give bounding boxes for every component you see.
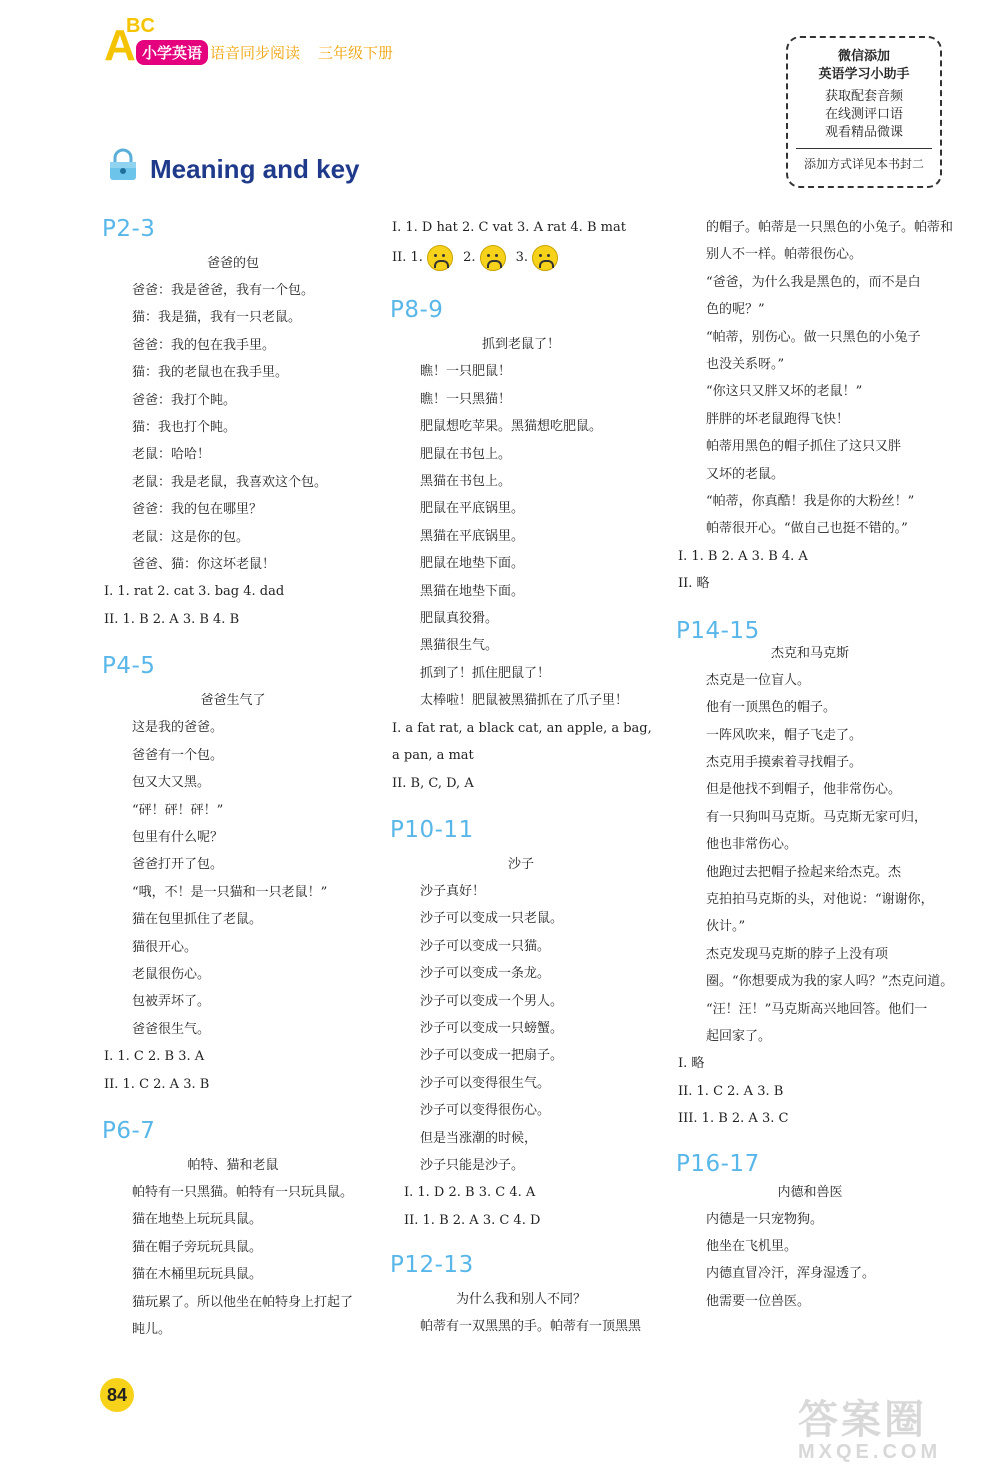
story-lines — [390, 878, 652, 1179]
page-range-label: P14-15 — [676, 617, 760, 644]
story-line: 爸爸很生气。 — [132, 1021, 211, 1037]
story-line: 也没关系呀。” — [706, 357, 785, 373]
story-line: 包被弄坏了。 — [132, 994, 211, 1010]
story-line: 沙子可以变成一条龙。 — [420, 966, 551, 982]
wechat-helper-box — [786, 36, 942, 188]
story-title: 帕特、猫和老鼠 — [187, 1157, 279, 1173]
answer-line: II. 1. B 2. A 3. C 4. D — [404, 1212, 541, 1228]
story-line: 但是他找不到帽子，他非常伤心。 — [706, 782, 902, 798]
story-lines — [676, 1206, 944, 1316]
section-p6-7 — [102, 1110, 364, 1343]
story-line: 他坐在飞机里。 — [706, 1239, 798, 1254]
page-range-label: P6-7 — [102, 1117, 156, 1144]
story-line: 黑猫在地垫下面。 — [420, 583, 525, 599]
page-number: 84 — [100, 1378, 134, 1412]
story-line: “爸爸，为什么我是黑色的，而不是白 — [706, 274, 921, 290]
story-line: 老鼠很伤心。 — [132, 966, 211, 982]
answer-line: II. 1. C 2. A 3. B — [678, 1083, 784, 1099]
page-range-label: P4-5 — [102, 653, 156, 680]
story-title: 爸爸生气了 — [200, 693, 266, 709]
section-p4-5 — [102, 645, 364, 1098]
answer-line: I. 1. B 2. A 3. B 4. A — [678, 548, 808, 564]
answer-key — [390, 715, 652, 797]
story-title: 爸爸的包 — [206, 256, 259, 271]
story-line: “哦，不！是一只猫和一只老鼠！” — [132, 884, 328, 900]
story-line: 肥鼠在地垫下面。 — [420, 556, 525, 572]
column-middle — [390, 214, 652, 1341]
story-line: 肥鼠想吃苹果。黑猫想吃肥鼠。 — [420, 419, 603, 435]
story-line: 一阵风吹来，帽子飞走了。 — [706, 727, 863, 743]
page-range-label: P8-9 — [390, 297, 444, 324]
story-lines — [102, 1179, 364, 1343]
sad-face-icon — [480, 245, 506, 271]
story-line: 猫在地垫上玩玩具鼠。 — [132, 1212, 263, 1228]
page-range-label: P16-17 — [676, 1150, 760, 1177]
answer-line: I. 略 — [678, 1056, 705, 1072]
story-line: 爸爸有一个包。 — [132, 747, 224, 763]
story-line: 瞧！一只黑猫！ — [420, 391, 512, 407]
answer-line: a pan, a mat — [392, 748, 474, 764]
page-range-label: P10-11 — [390, 816, 474, 843]
story-line: 有一只狗叫马克斯。马克斯无家可归， — [706, 809, 928, 825]
story-line: 老鼠：哈哈！ — [132, 447, 211, 463]
grade-label: 三年级下册 — [318, 44, 394, 62]
story-lines — [390, 358, 652, 714]
answer-line: II. 1. C 2. A 3. B — [104, 1076, 210, 1092]
column-right — [676, 214, 954, 1315]
story-title: 内德和兽医 — [777, 1184, 843, 1200]
story-line: “汪！汪！”马克斯高兴地回答。他们一 — [706, 1001, 928, 1017]
column-left — [102, 208, 364, 1343]
story-line: 伙计。” — [706, 919, 746, 935]
story-line: 杰克发现马克斯的脖子上没有项 — [706, 946, 889, 962]
story-line: 沙子可以变得很伤心。 — [420, 1103, 551, 1119]
story-line: 克拍拍马克斯的头，对他说：“谢谢你， — [706, 891, 934, 907]
story-line: 沙子可以变成一把扇子。 — [420, 1048, 564, 1064]
sad-face-icon — [532, 245, 558, 271]
sad-face-icon — [427, 245, 453, 271]
story-line: 胖胖的坏老鼠跑得飞快！ — [706, 411, 850, 427]
answer-key — [676, 1050, 944, 1132]
story-line: 老鼠：我是老鼠，我喜欢这个包。 — [132, 474, 328, 490]
story-lines — [102, 714, 364, 1043]
story-line: 肥鼠在平底锅里。 — [420, 501, 525, 517]
story-line: 沙子只能是沙子。 — [420, 1157, 525, 1173]
series-subtitle: 语音同步阅读 — [210, 44, 301, 62]
answer-line: I. 1. rat 2. cat 3. bag 4. dad — [104, 584, 285, 600]
story-line: 帕蒂有一双黑黑的手。帕蒂有一顶黑黑 — [420, 1319, 642, 1335]
section-p12-13-cont — [676, 214, 954, 598]
story-line: 爸爸：我的包在我手里。 — [132, 337, 276, 353]
story-line: 猫：我也打个盹。 — [132, 420, 237, 436]
story-line: 杰克用手摸索着寻找帽子。 — [706, 754, 863, 770]
page-range-label: P2-3 — [102, 216, 156, 242]
story-line: 的帽子。帕蒂是一只黑色的小兔子。帕蒂和 — [706, 220, 954, 235]
story-line: 沙子可以变成一只老鼠。 — [420, 911, 564, 927]
answer-key — [390, 1179, 652, 1234]
story-lines — [390, 1313, 652, 1340]
story-line: 又坏的老鼠。 — [706, 466, 785, 482]
story-line: 沙子可以变成一个男人。 — [420, 993, 564, 1009]
story-line: “你这只又胖又坏的老鼠！” — [706, 384, 863, 400]
section-p10-11 — [390, 809, 652, 1234]
story-line: 猫很开心。 — [132, 939, 198, 955]
section-p16-17 — [676, 1143, 944, 1316]
story-line: 爸爸打开了包。 — [132, 857, 224, 873]
story-line: 沙子真好！ — [420, 883, 486, 899]
answer-key — [102, 1043, 364, 1098]
answer-line: II. B, C, D, A — [392, 775, 474, 791]
story-line: 猫：我是猫，我有一只老鼠。 — [132, 310, 302, 326]
answer-line: II. 略 — [678, 576, 710, 592]
story-line: 爸爸、猫：你这坏老鼠！ — [132, 557, 276, 573]
story-line: 黑猫在平底锅里。 — [420, 528, 525, 544]
watermark-logo: 答案圈 MXQE.COM — [798, 1398, 942, 1463]
section-p2-3 — [102, 208, 364, 633]
answer-key — [102, 578, 364, 633]
story-line: 包又大又黑。 — [132, 775, 211, 791]
story-line: 这是我的爸爸。 — [132, 720, 224, 736]
story-line: 帕特有一只黑猫。帕特有一只玩具鼠。 — [132, 1184, 354, 1200]
story-line: 他跑过去把帽子捡起来给杰克。杰 — [706, 864, 902, 880]
story-line: 太棒啦！肥鼠被黑猫抓在了爪子里！ — [420, 693, 629, 709]
story-line: 黑猫很生气。 — [420, 638, 499, 654]
story-line: 他需要一位兽医。 — [706, 1293, 811, 1309]
answer-line: II. 1. B 2. A 3. B 4. B — [104, 611, 240, 627]
answer-line: I. 1. C 2. B 3. A — [104, 1049, 205, 1065]
story-title: 为什么我和别人不同？ — [455, 1292, 586, 1308]
story-line: 猫：我的老鼠也在我手里。 — [132, 365, 289, 381]
logo-letter-a: A — [104, 21, 136, 70]
story-line: “帕蒂，别伤心。做一只黑色的小兔子 — [706, 329, 921, 345]
answer-faces: II. 1. 2. 3. — [390, 241, 652, 275]
section-p8-9 — [390, 289, 652, 797]
answer-line: III. 1. B 2. A 3. C — [678, 1111, 789, 1127]
story-line: 猫在木桶里玩玩具鼠。 — [132, 1267, 263, 1283]
story-lines — [102, 277, 364, 578]
page-range-label: P12-13 — [390, 1252, 474, 1279]
logo-letters-bc: BC — [126, 15, 155, 37]
qr-line1: 微信添加 英语学习小助手 — [818, 49, 910, 82]
story-lines — [676, 667, 954, 1051]
answer-line: I. 1. D 2. B 3. C 4. A — [404, 1185, 536, 1201]
story-title: 杰克和马克斯 — [770, 645, 849, 661]
story-line: 沙子可以变成一只猫。 — [420, 938, 551, 954]
story-line: 猫在帽子旁玩玩具鼠。 — [132, 1239, 263, 1255]
series-badge: 小学英语 — [136, 40, 208, 65]
story-line: 瞧！一只肥鼠！ — [420, 364, 512, 380]
story-line: 他有一顶黑色的帽子。 — [706, 700, 837, 716]
story-line: 内德直冒冷汗，浑身湿透了。 — [706, 1266, 876, 1282]
story-line: 爸爸：我的包在哪里？ — [132, 502, 263, 518]
story-line: 包里有什么呢？ — [132, 829, 224, 845]
title-text: Meaning and key — [150, 154, 360, 184]
story-line: 老鼠：这是你的包。 — [132, 529, 250, 545]
story-line: 盹儿。 — [132, 1322, 172, 1337]
story-line: 内德是一只宠物狗。 — [706, 1211, 824, 1227]
lock-icon — [106, 148, 140, 182]
story-title: 抓到老鼠了！ — [481, 337, 560, 353]
story-title: 沙子 — [507, 856, 534, 872]
story-line: 爸爸：我打个盹。 — [132, 392, 237, 408]
story-line: 起回家了。 — [706, 1028, 772, 1044]
story-line: 沙子可以变成一只螃蟹。 — [420, 1020, 564, 1036]
story-line: 但是当涨潮的时候， — [420, 1130, 538, 1146]
story-line: 沙子可以变得很生气。 — [420, 1075, 551, 1091]
story-line: 帕蒂用黑色的帽子抓住了这只又胖 — [706, 439, 902, 455]
story-line: 抓到了！抓住肥鼠了！ — [420, 665, 551, 681]
answer-line: I. a fat rat, a black cat, an apple, a bag, — [392, 720, 652, 736]
answer-key-p6-7: I. 1. D hat 2. C vat 3. A rat 4. B mat — [392, 220, 626, 235]
section-p14-15 — [676, 610, 954, 1133]
story-line: 圈。“你想要成为我的家人吗？”杰克问道。 — [706, 974, 954, 990]
story-line: 肥鼠在书包上。 — [420, 446, 512, 462]
story-line: 别人不一样。帕蒂很伤心。 — [706, 247, 863, 263]
story-line: 帕蒂很开心。“做自己也挺不错的。” — [706, 521, 908, 537]
story-line: 猫在包里抓住了老鼠。 — [132, 912, 263, 928]
qr-footer: 添加方式详见本书封二 — [796, 148, 932, 172]
qr-benefits: 获取配套音频 在线测评口语 观看精品微课 — [824, 89, 903, 140]
story-line: 黑猫在书包上。 — [420, 474, 512, 490]
story-line: 爸爸：我是爸爸，我有一个包。 — [132, 283, 315, 298]
story-line: 色的呢？” — [706, 302, 765, 318]
story-line: 肥鼠真狡猾。 — [420, 611, 499, 627]
story-line: 他也非常伤心。 — [706, 837, 798, 853]
section-p12-13 — [390, 1244, 652, 1340]
story-line: 杰克是一位盲人。 — [706, 672, 811, 688]
story-line: “帕蒂，你真酷！我是你的大粉丝！” — [706, 494, 915, 510]
story-line: “砰！砰！砰！” — [132, 802, 224, 818]
story-line: 猫玩累了。所以他坐在帕特身上打起了 — [132, 1294, 354, 1310]
story-lines — [676, 214, 954, 543]
answer-key — [676, 543, 944, 598]
